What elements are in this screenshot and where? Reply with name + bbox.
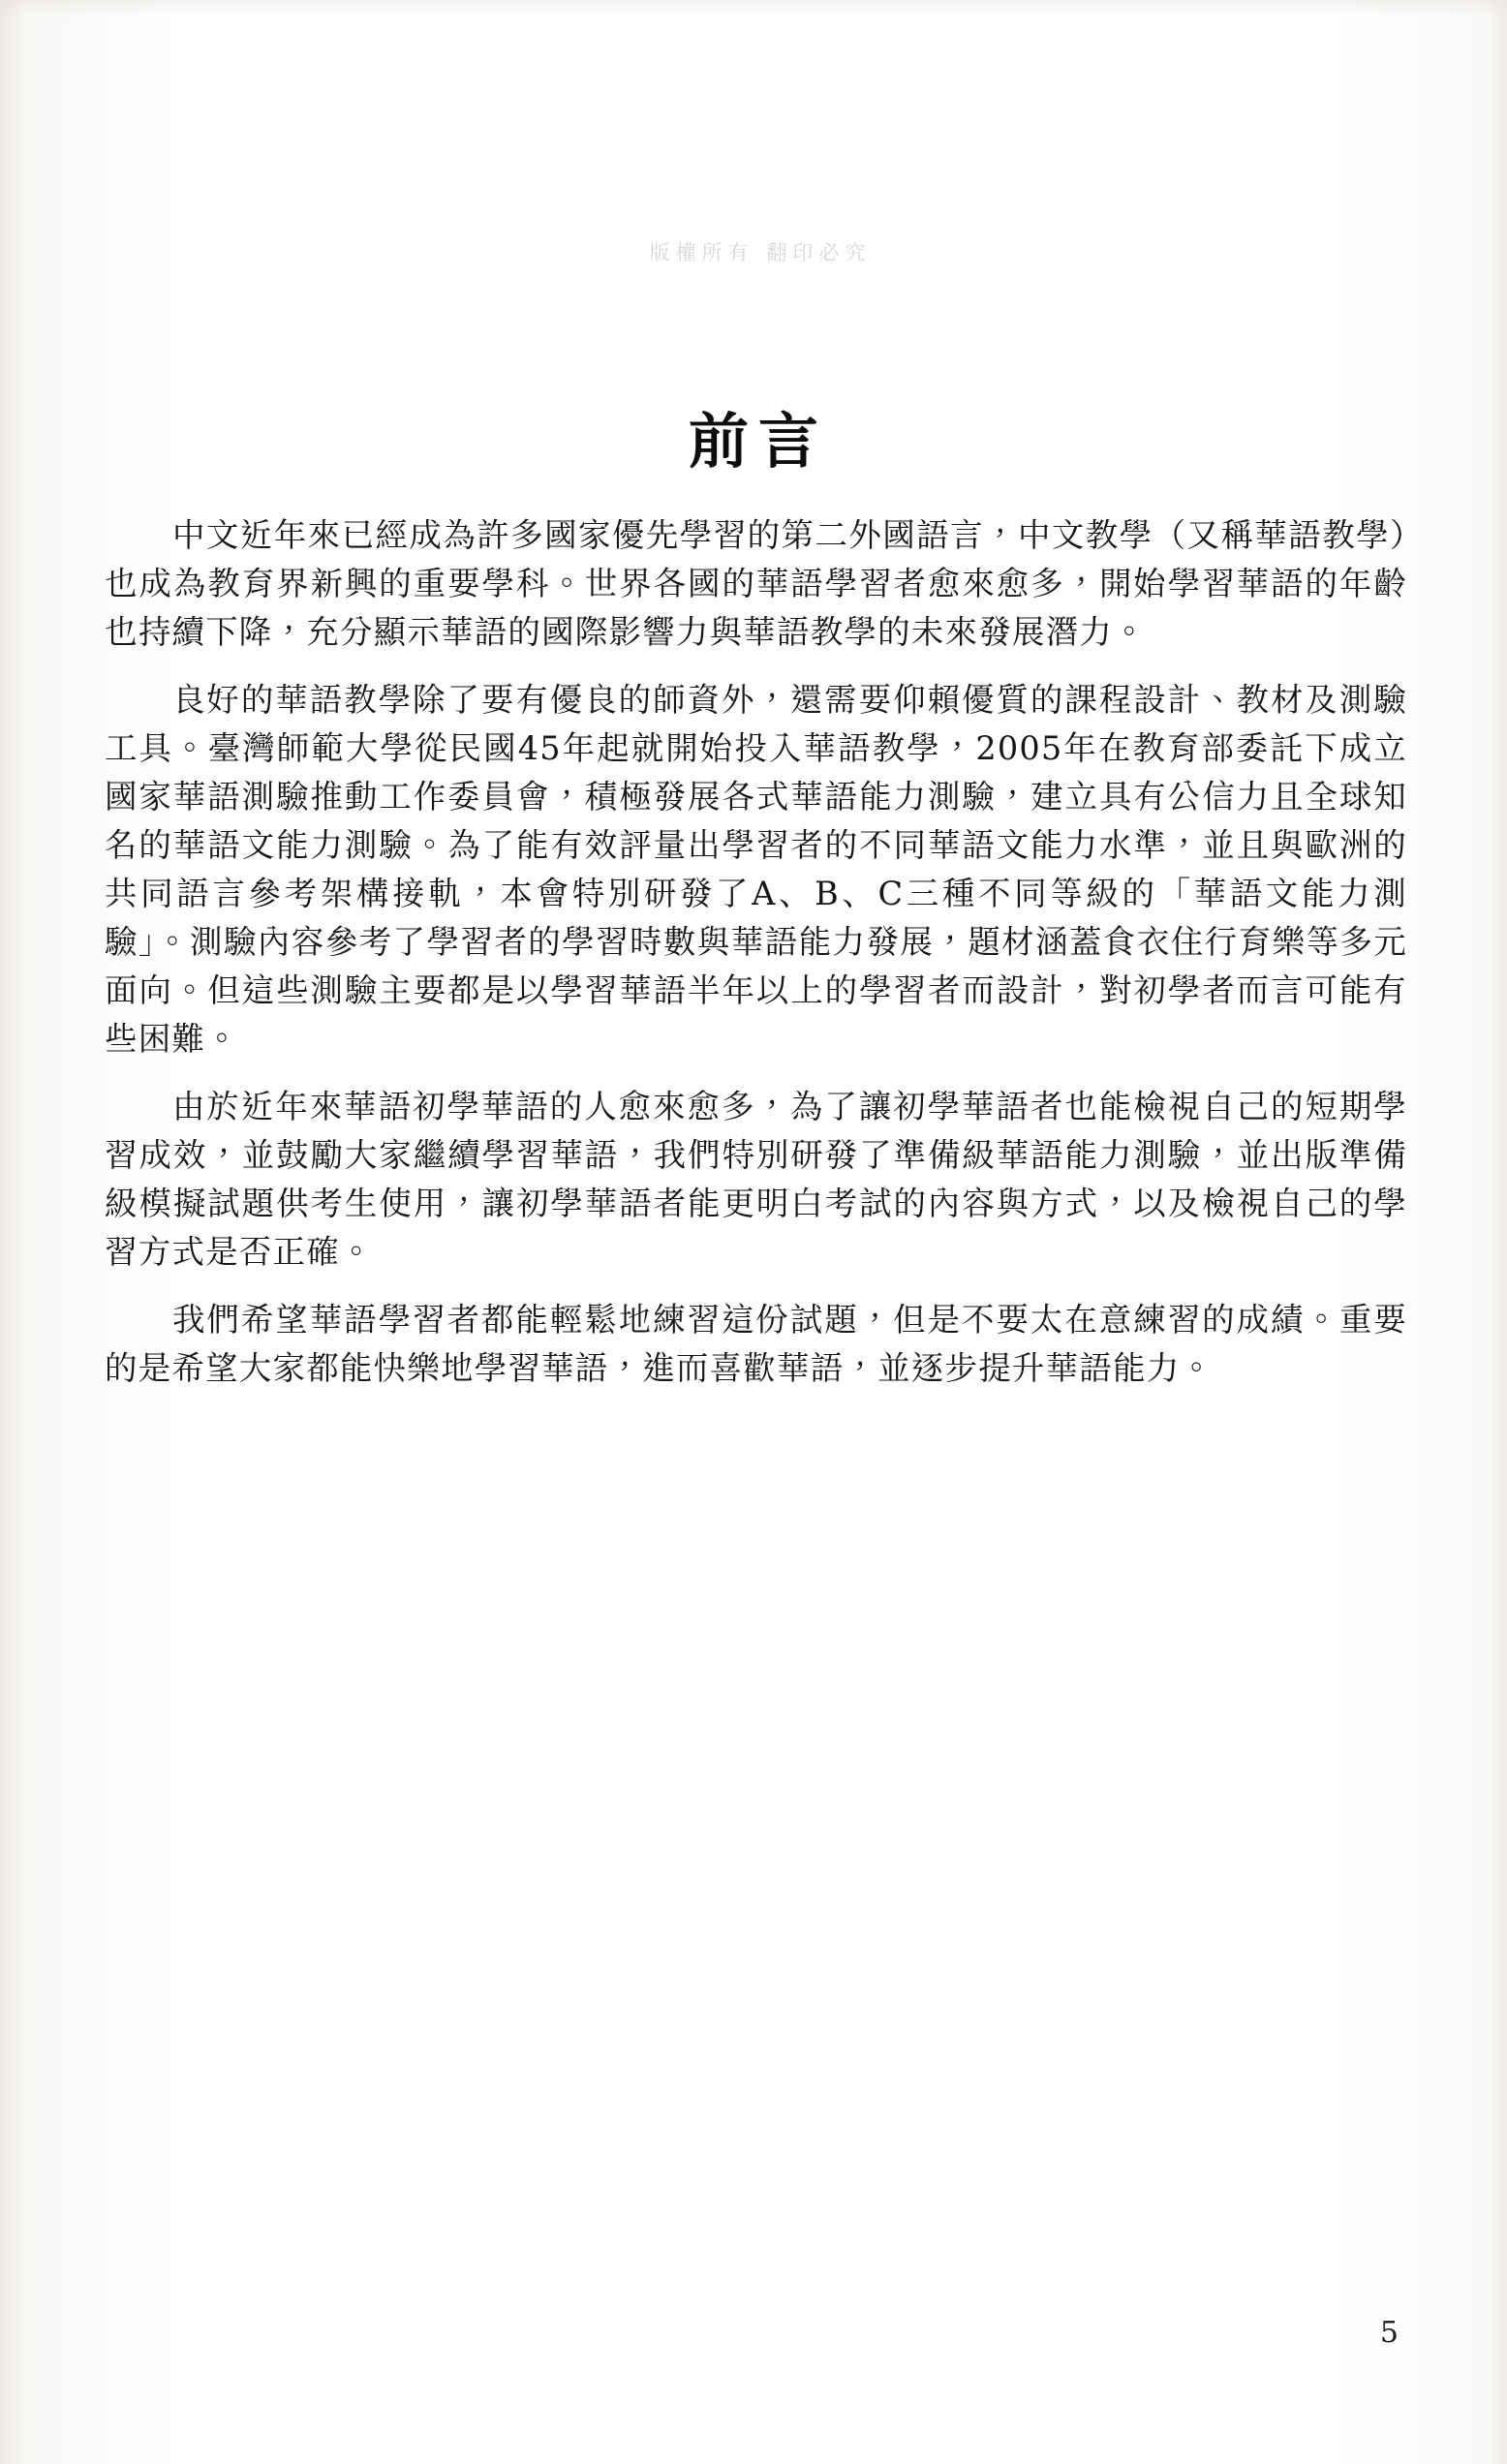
page-title: 前言 (688, 405, 828, 477)
scan-edge-shadow-right (1486, 0, 1507, 2464)
paragraph: 良好的華語教學除了要有優良的師資外，還需要仰賴優質的課程設計、教材及測驗工具。臺灣師範大學從民國45年起就開始投入華語教學，2005年在教育部委託下成立國家華語測驗推動工作委員會，積極發展各式華語能力測驗，建立具有公信力且全球知名的華語文能力測驗。為了能有效評量出學習者的不同華語文能力水準，並且與歐洲的共同語言參考架構接軌，本會特別研發了A、B、C三種不同等級的「華語文能力測驗」。測驗內容參考了學習者的學習時數與華語能力發展，題材涵蓋食衣住行育樂等多元面向。但這些測驗主要都是以學習華語半年以上的學習者而設計，對初學者而言可能有些困難。 (105, 681, 1407, 1058)
page-number: 5 (1379, 2316, 1399, 2350)
body-text (105, 511, 1407, 1393)
paragraph: 我們希望華語學習者都能輕鬆地練習這份試題，但是不要太在意練習的成績。重要的是希望大家都能快樂地學習華語，進而喜歡華語，並逐步提升華語能力。 (105, 1301, 1407, 1387)
watermark-text: 版權所有 翻印必究 (649, 241, 872, 264)
paragraph: 由於近年來華語初學華語的人愈來愈多，為了讓初學華語者也能檢視自己的短期學習成效，並鼓勵大家繼續學習華語，我們特別研發了準備級華語能力測驗，並出版準備級模擬試題供考生使用，讓初學華語者能更明白考試的內容與方式，以及檢視自己的學習方式是否正確。 (105, 1088, 1407, 1271)
paragraph: 中文近年來已經成為許多國家優先學習的第二外國語言，中文教學（又稱華語教學）也成為教育界新興的重要學科。世界各國的華語學習者愈來愈多，開始學習華語的年齡也持續下降，充分顯示華語的國際影響力與華語教學的未來發展潛力。 (105, 516, 1407, 651)
scan-edge-shadow-left (0, 0, 25, 2464)
scan-edge-shadow-top (0, 0, 1507, 17)
